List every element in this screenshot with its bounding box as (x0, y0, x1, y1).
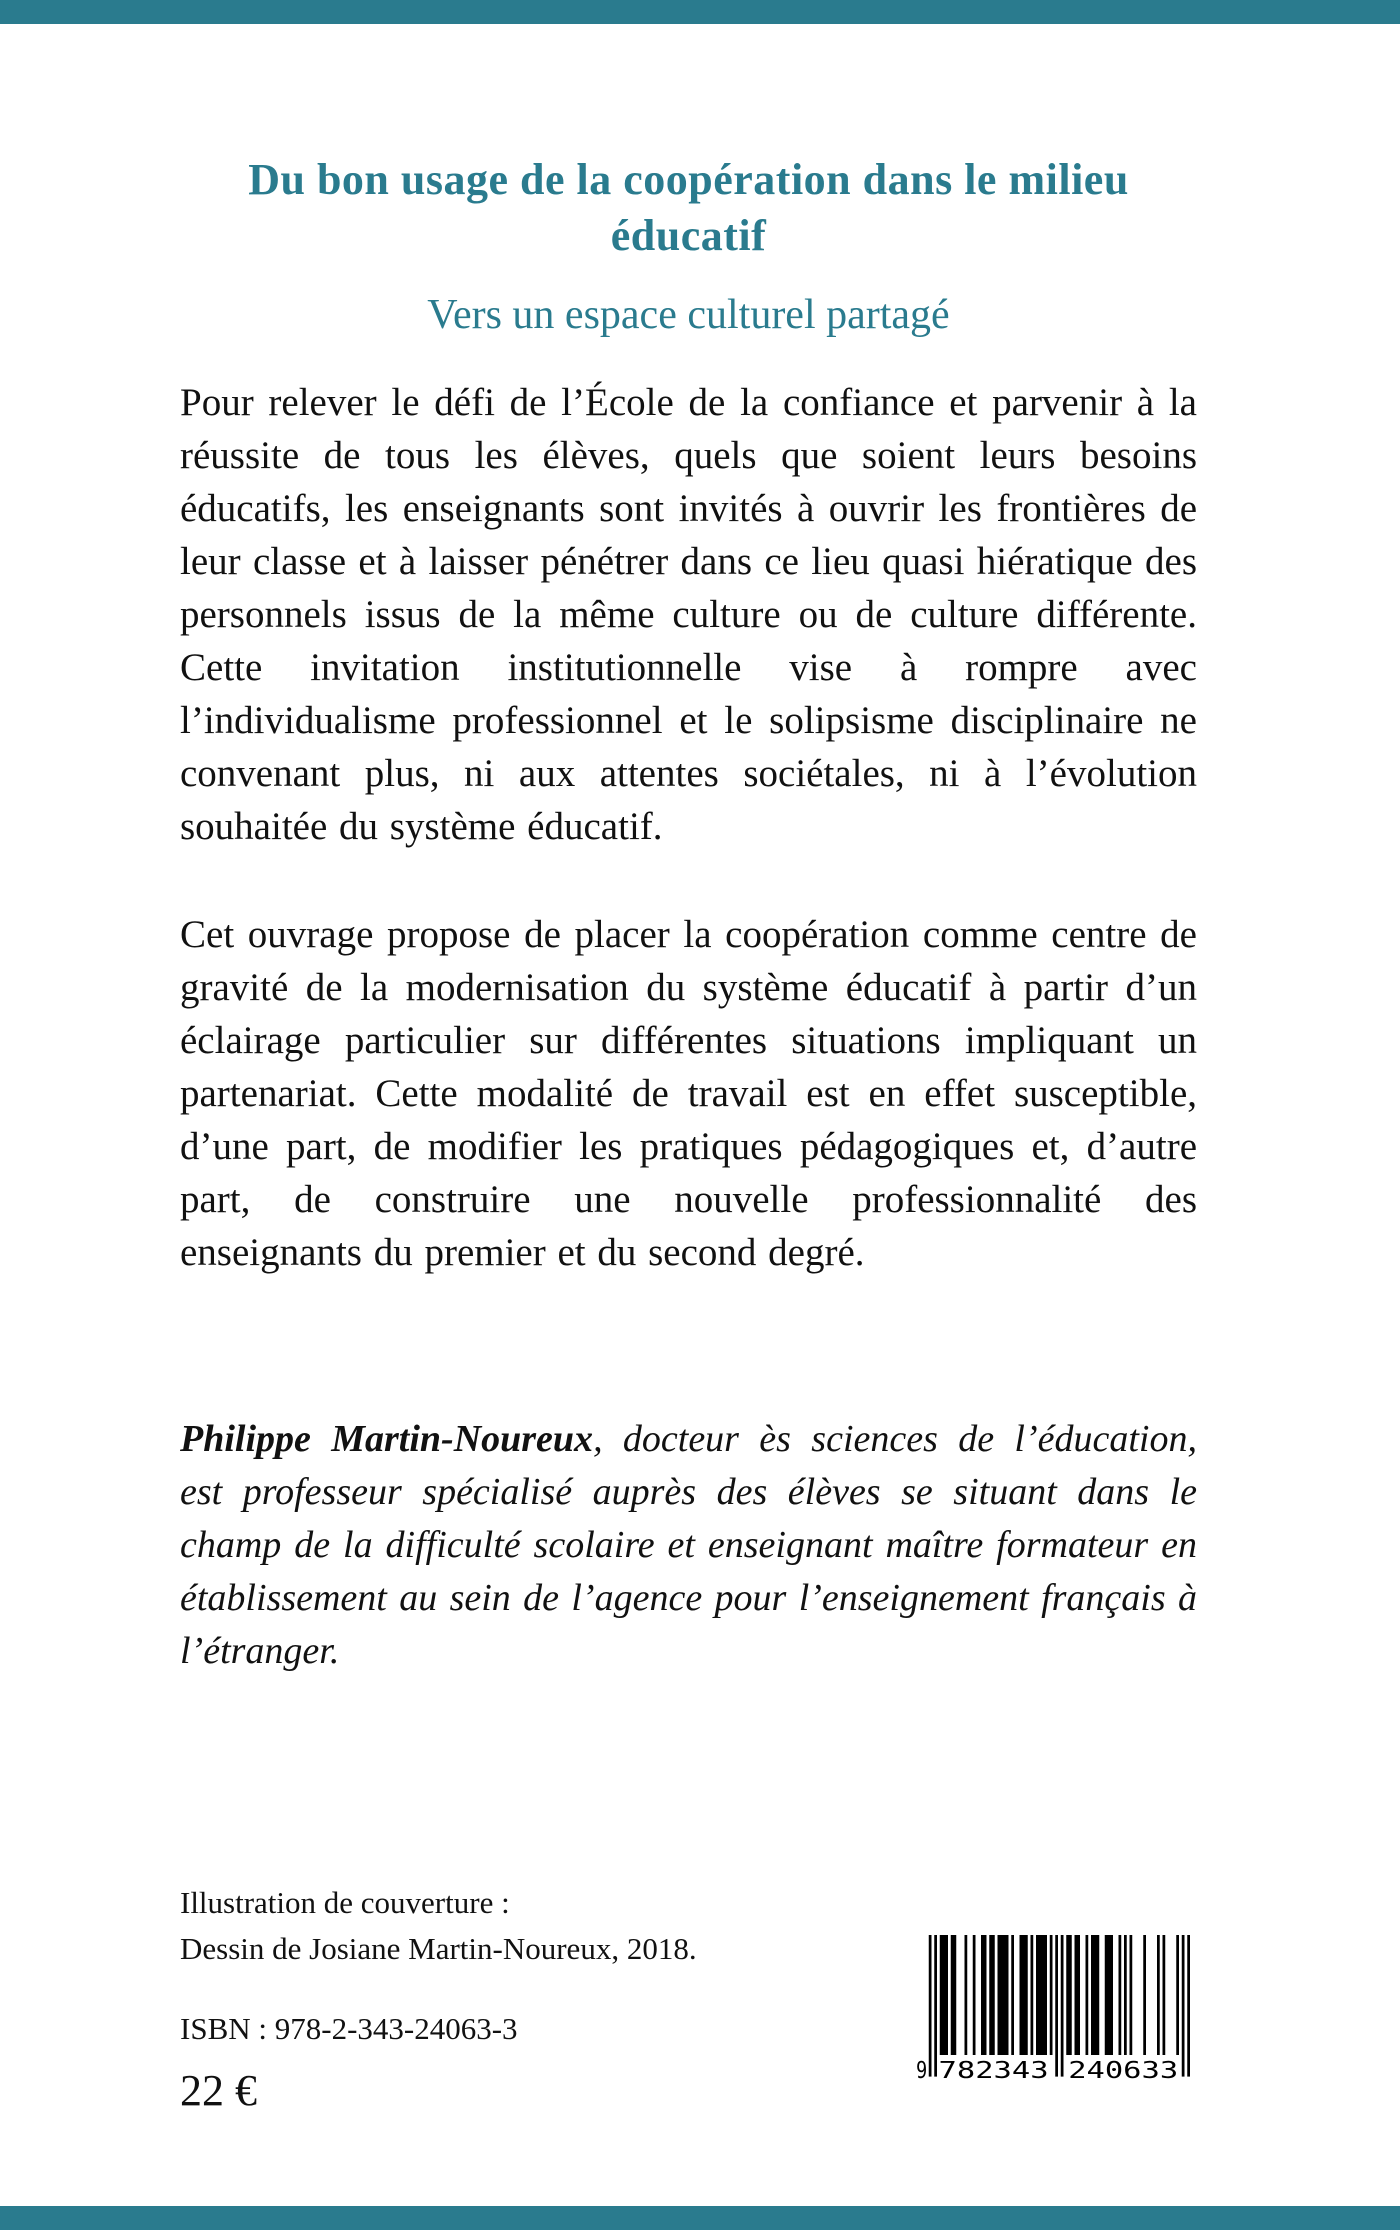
barcode-bars (915, 1935, 1190, 2085)
barcode-digits: 9 (915, 2057, 928, 2084)
book-subtitle: Vers un espace culturel partagé (427, 292, 950, 338)
book-title: Du bon usage de la coopération dans le milieu éducatif (248, 155, 1129, 260)
barcode-digits: 240633 (1068, 2057, 1179, 2084)
top-border-strip (0, 0, 1400, 24)
price: 22 € (180, 2066, 257, 2115)
synopsis-paragraph-1: Pour relever le défi de l’École de la confiance et parvenir à la réussite de tous les élèves, quels que soient leurs besoins éducatifs, les enseignants sont invités à ouvrir les frontières de leur classe et à laisser pénétrer dans ce lieu quasi hiératique des personnels issus de la même culture ou de culture différente. Cette invitation institutionnelle vise à rompre avec l’individualisme professionnel et le solipsisme disciplinaire ne convenant plus, ni aux attentes sociétales, ni à l’évolution souhaitée du système éducatif. (180, 381, 1197, 848)
synopsis-paragraph-2: Cet ouvrage propose de placer la coopération comme centre de gravité de la modernisation du système éducatif à partir d’un éclairage particulier sur différentes situations impliquant un partenariat. Cette modalité de travail est en effet susceptible, d’une part, de modifier les pratiques pédagogiques et, d’autre part, de construire une nouvelle professionnalité des enseignants du premier et du second degré. (180, 913, 1197, 1274)
author-name: Philippe Martin-Noureux (180, 1418, 594, 1460)
bottom-border-strip (0, 2206, 1400, 2230)
barcode-digits: 782343 (938, 2057, 1049, 2084)
illustration-credit-line1: Illustration de couverture : (180, 1885, 510, 1920)
isbn: ISBN : 978-2-343-24063-3 (180, 2011, 518, 2046)
author-bio (180, 1413, 1197, 1678)
author-bio-text: , docteur ès sciences de l’éducation, est professeur spécialisé auprès des élèves se situant dans le champ de la difficulté scolaire et enseignant maître formateur en établissement au sein de l’agence pour l’enseignement français à l’étranger. (180, 1418, 1197, 1672)
publication-credits (180, 1880, 697, 2114)
illustration-credit-line2: Dessin de Josiane Martin-Noureux, 2018. (180, 1931, 697, 1966)
barcode (915, 1935, 1195, 2085)
